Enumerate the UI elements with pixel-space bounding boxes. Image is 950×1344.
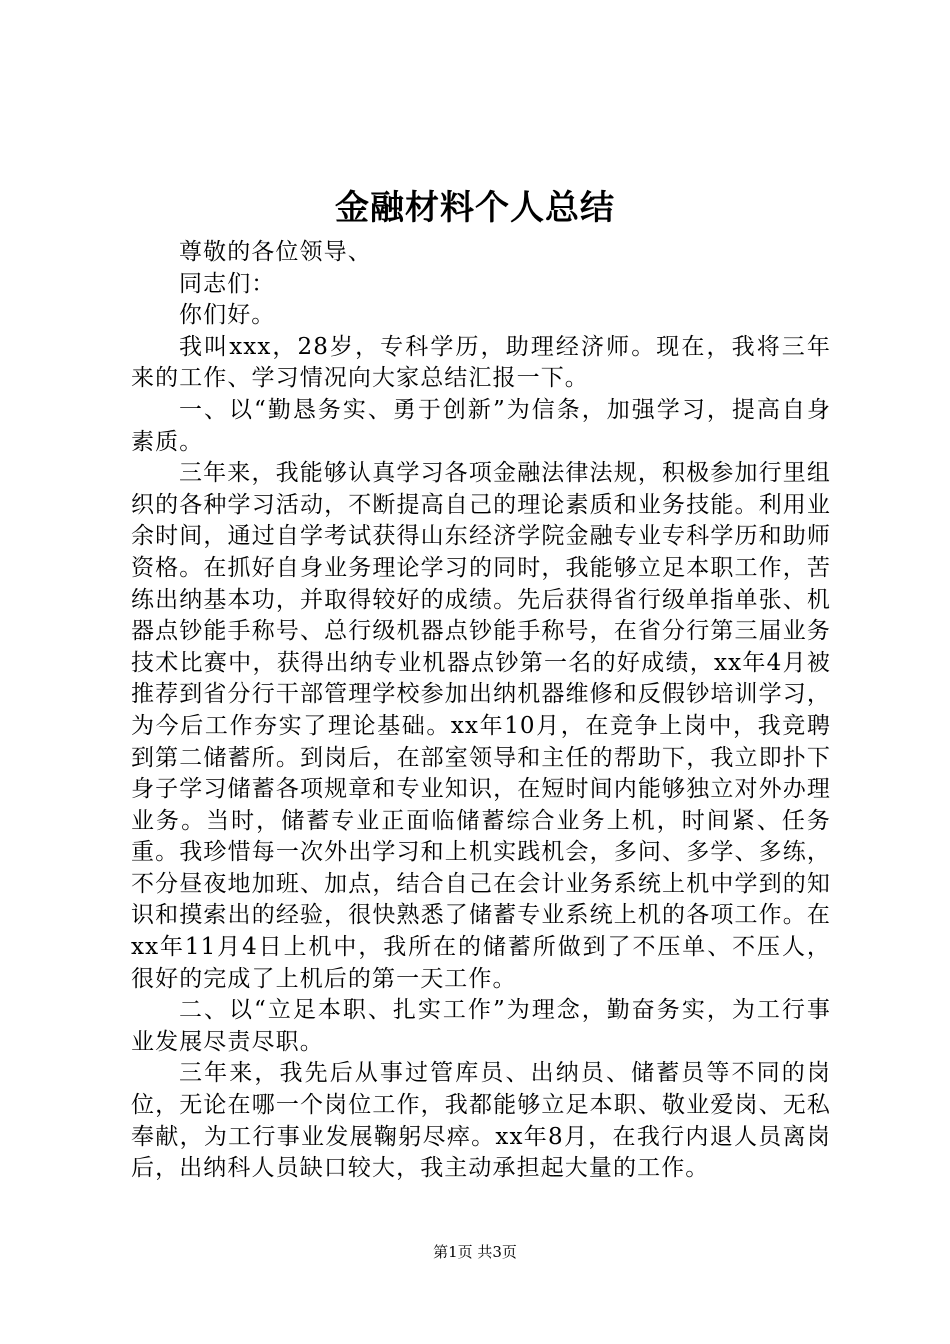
salutation-line: 尊敬的各位领导、 — [179, 239, 372, 265]
document-title: 金融材料个人总结 — [335, 188, 615, 228]
body-paragraph: 三年来，我先后从事过管库员、出纳员、储蓄员等不同的岗位，无论在哪一个岗位工作，我都能够立足本职、敬业爱岗、无私奉献，为工行事业发展鞠躬尽瘁。xx年8月，在我行内退人员离岗后，出纳科人员缺口较大，我主动承担起大量的工作。 — [131, 1060, 831, 1182]
section-heading: 一、以“勤恳务实、勇于创新”为信条，加强学习，提高自身素质。 — [131, 396, 831, 455]
section-heading: 二、以“立足本职、扎实工作”为理念，勤奋务实，为工行事业发展尽责尽职。 — [131, 997, 831, 1055]
greeting-line: 你们好。 — [179, 302, 276, 329]
body-paragraph: 三年来，我能够认真学习各项金融法律法规，积极参加行里组织的各种学习活动，不断提高自己的理论素质和业务技能。利用业余时间，通过自学考试获得山东经济学院金融专业专科学历和助师资格。在抓好自身业务理论学习的同时，我能够立足本职工作，苦练出纳基本功，并取得较好的成绩。先后获得省行级单指单张、机器点钞能手称号、总行级机器点钞能手称号，在省分行第三届业务技术比赛中，获得出纳专业机器点钞第一名的好成绩，xx年4月被推荐到省分行干部管理学校参加出纳机器维修和反假钞培训学习，为今后工作夯实了理论基础。xx年10月，在竞争上岗中，我竞聘到第二储蓄所。到岗后，在部室领导和主任的帮助下，我立即扑下身子学习储蓄各项规章和专业知识，在短时间内能够独立对外办理业务。当时，储蓄专业正面临储蓄综合业务上机，时间紧、任务重。我珍惜每一次外出学习和上机实践机会，多问、多学、多练，不分昼夜地加班、加点，结合自己在会计业务系统上机中学到的知识和摸索出的经验，很快熟悉了储蓄专业系统上机的各项工作。在xx年11月4日上机中，我所在的储蓄所做到了不压单、不压人，很好的完成了上机后的第一天工作。 — [131, 460, 831, 992]
body-paragraph: 我叫xxx，28岁，专科学历，助理经济师。现在，我将三年来的工作、学习情况向大家总结汇报一下。 — [131, 333, 831, 392]
page-footer: 第1页 共3页 — [433, 1243, 517, 1261]
document-body — [131, 237, 831, 1185]
salutation-line: 同志们： — [179, 270, 276, 297]
